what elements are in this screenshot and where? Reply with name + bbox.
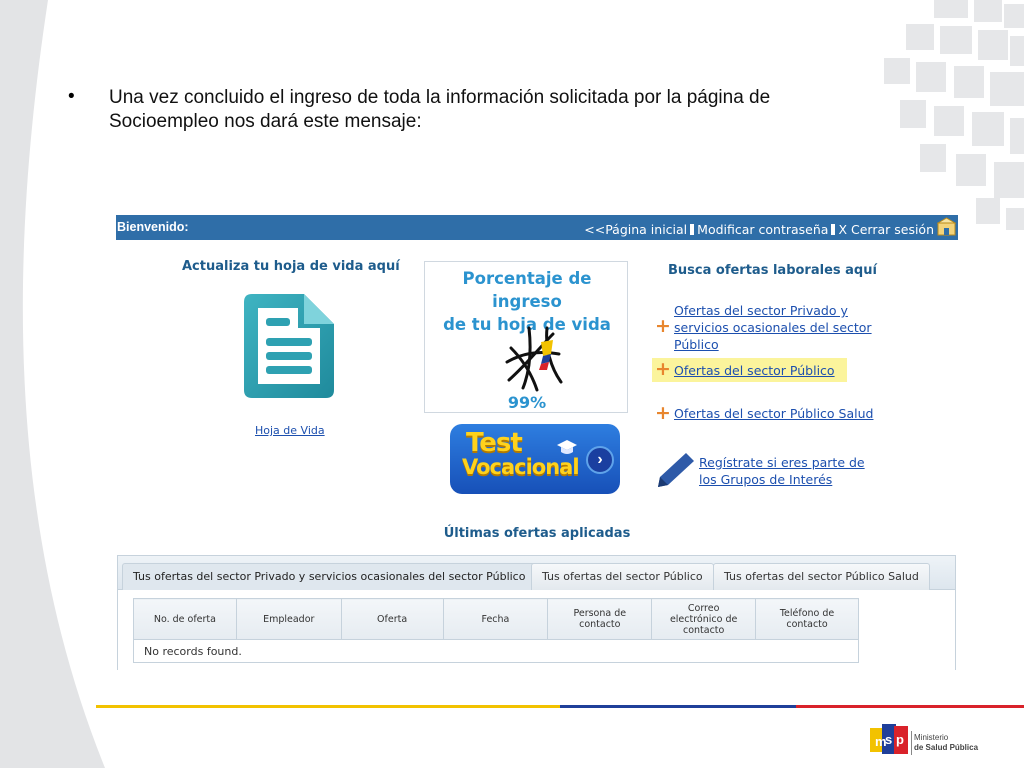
welcome-label: Bienvenido: (117, 220, 189, 234)
change-password-link[interactable]: Modificar contraseña (697, 222, 829, 237)
svg-text:p: p (896, 732, 904, 747)
chevron-right-icon: › (586, 446, 614, 474)
top-links (584, 222, 934, 237)
test-button-line2: Vocacional (462, 455, 579, 479)
empty-message: No records found. (134, 640, 859, 663)
ministry-name (914, 733, 978, 753)
separator (690, 224, 694, 235)
table-header-row (134, 599, 859, 640)
top-bar (116, 215, 958, 240)
test-button-line1: Test (466, 428, 522, 458)
home-link[interactable]: <<Página inicial (584, 222, 688, 237)
tab-private-offers[interactable]: Tus ofertas del sector Privado y servicios ocasionales del sector Público (122, 563, 536, 590)
latest-offers-title: Últimas ofertas aplicadas (443, 526, 631, 541)
slide-bullet: • (68, 86, 75, 107)
separator (831, 224, 835, 235)
public-health-offers-link[interactable]: Ofertas del sector Público Salud (674, 406, 874, 421)
column-header[interactable]: Correo electrónico de contacto (652, 599, 756, 640)
footer-line-yellow (96, 705, 560, 708)
column-header[interactable]: Persona de contacto (548, 599, 652, 640)
vocational-test-button[interactable] (450, 424, 620, 494)
document-icon[interactable] (242, 292, 336, 400)
graduation-cap-icon (556, 439, 578, 457)
column-header[interactable]: Teléfono de contacto (756, 599, 859, 640)
column-header[interactable]: Fecha (443, 599, 548, 640)
logout-link[interactable]: X Cerrar sesión (838, 222, 934, 237)
svg-text:s: s (885, 732, 893, 747)
footer-line-red (796, 705, 1024, 708)
plus-icon: + (655, 402, 671, 424)
register-interest-group-link[interactable]: Regístrate si eres parte de los Grupos de Interés (699, 455, 865, 487)
private-sector-offers-link[interactable]: Ofertas del sector Privado y servicios ocasionales del sector Público (674, 303, 872, 352)
column-header[interactable]: Empleador (236, 599, 341, 640)
tabs-header (118, 556, 955, 590)
progress-title-line2: de tu hoja de vida (443, 315, 611, 334)
tab-public-health-offers[interactable]: Tus ofertas del sector Público Salud (713, 563, 930, 590)
msp-logo (868, 722, 910, 758)
slide-body-text: Una vez concluido el ingreso de toda la información solicitada por la página de Socioempleo nos dará este mensaje: (109, 87, 771, 132)
update-cv-title: Actualiza tu hoja de vida aquí (182, 259, 400, 274)
public-sector-offers-link[interactable]: Ofertas del sector Público (674, 363, 835, 378)
star-logo-icon (501, 324, 565, 394)
job-search-title: Busca ofertas laborales aquí (668, 263, 877, 278)
socioempleo-screenshot (116, 215, 958, 670)
progress-panel (424, 261, 628, 413)
column-header[interactable]: Oferta (341, 599, 443, 640)
offers-table (133, 598, 859, 663)
column-header[interactable]: No. de oferta (134, 599, 237, 640)
footer-line-blue (560, 705, 796, 708)
ministry-line2: de Salud Pública (914, 743, 979, 752)
progress-title-line1: Porcentaje de ingreso (462, 269, 592, 311)
cv-link[interactable]: Hoja de Vida (255, 424, 325, 437)
home-icon[interactable] (937, 217, 956, 236)
offers-tabs-panel (117, 555, 956, 670)
ministry-line1: Ministerio (914, 733, 949, 742)
tab-public-offers[interactable]: Tus ofertas del sector Público (531, 563, 714, 590)
progress-value: 99% (507, 393, 547, 412)
svg-text:m: m (875, 734, 887, 749)
plus-icon: + (655, 358, 671, 380)
table-row (134, 640, 859, 663)
logo-divider (911, 731, 912, 755)
slide-left-curve-decoration (0, 0, 110, 768)
plus-icon: + (655, 315, 671, 337)
pencil-icon (656, 451, 696, 489)
